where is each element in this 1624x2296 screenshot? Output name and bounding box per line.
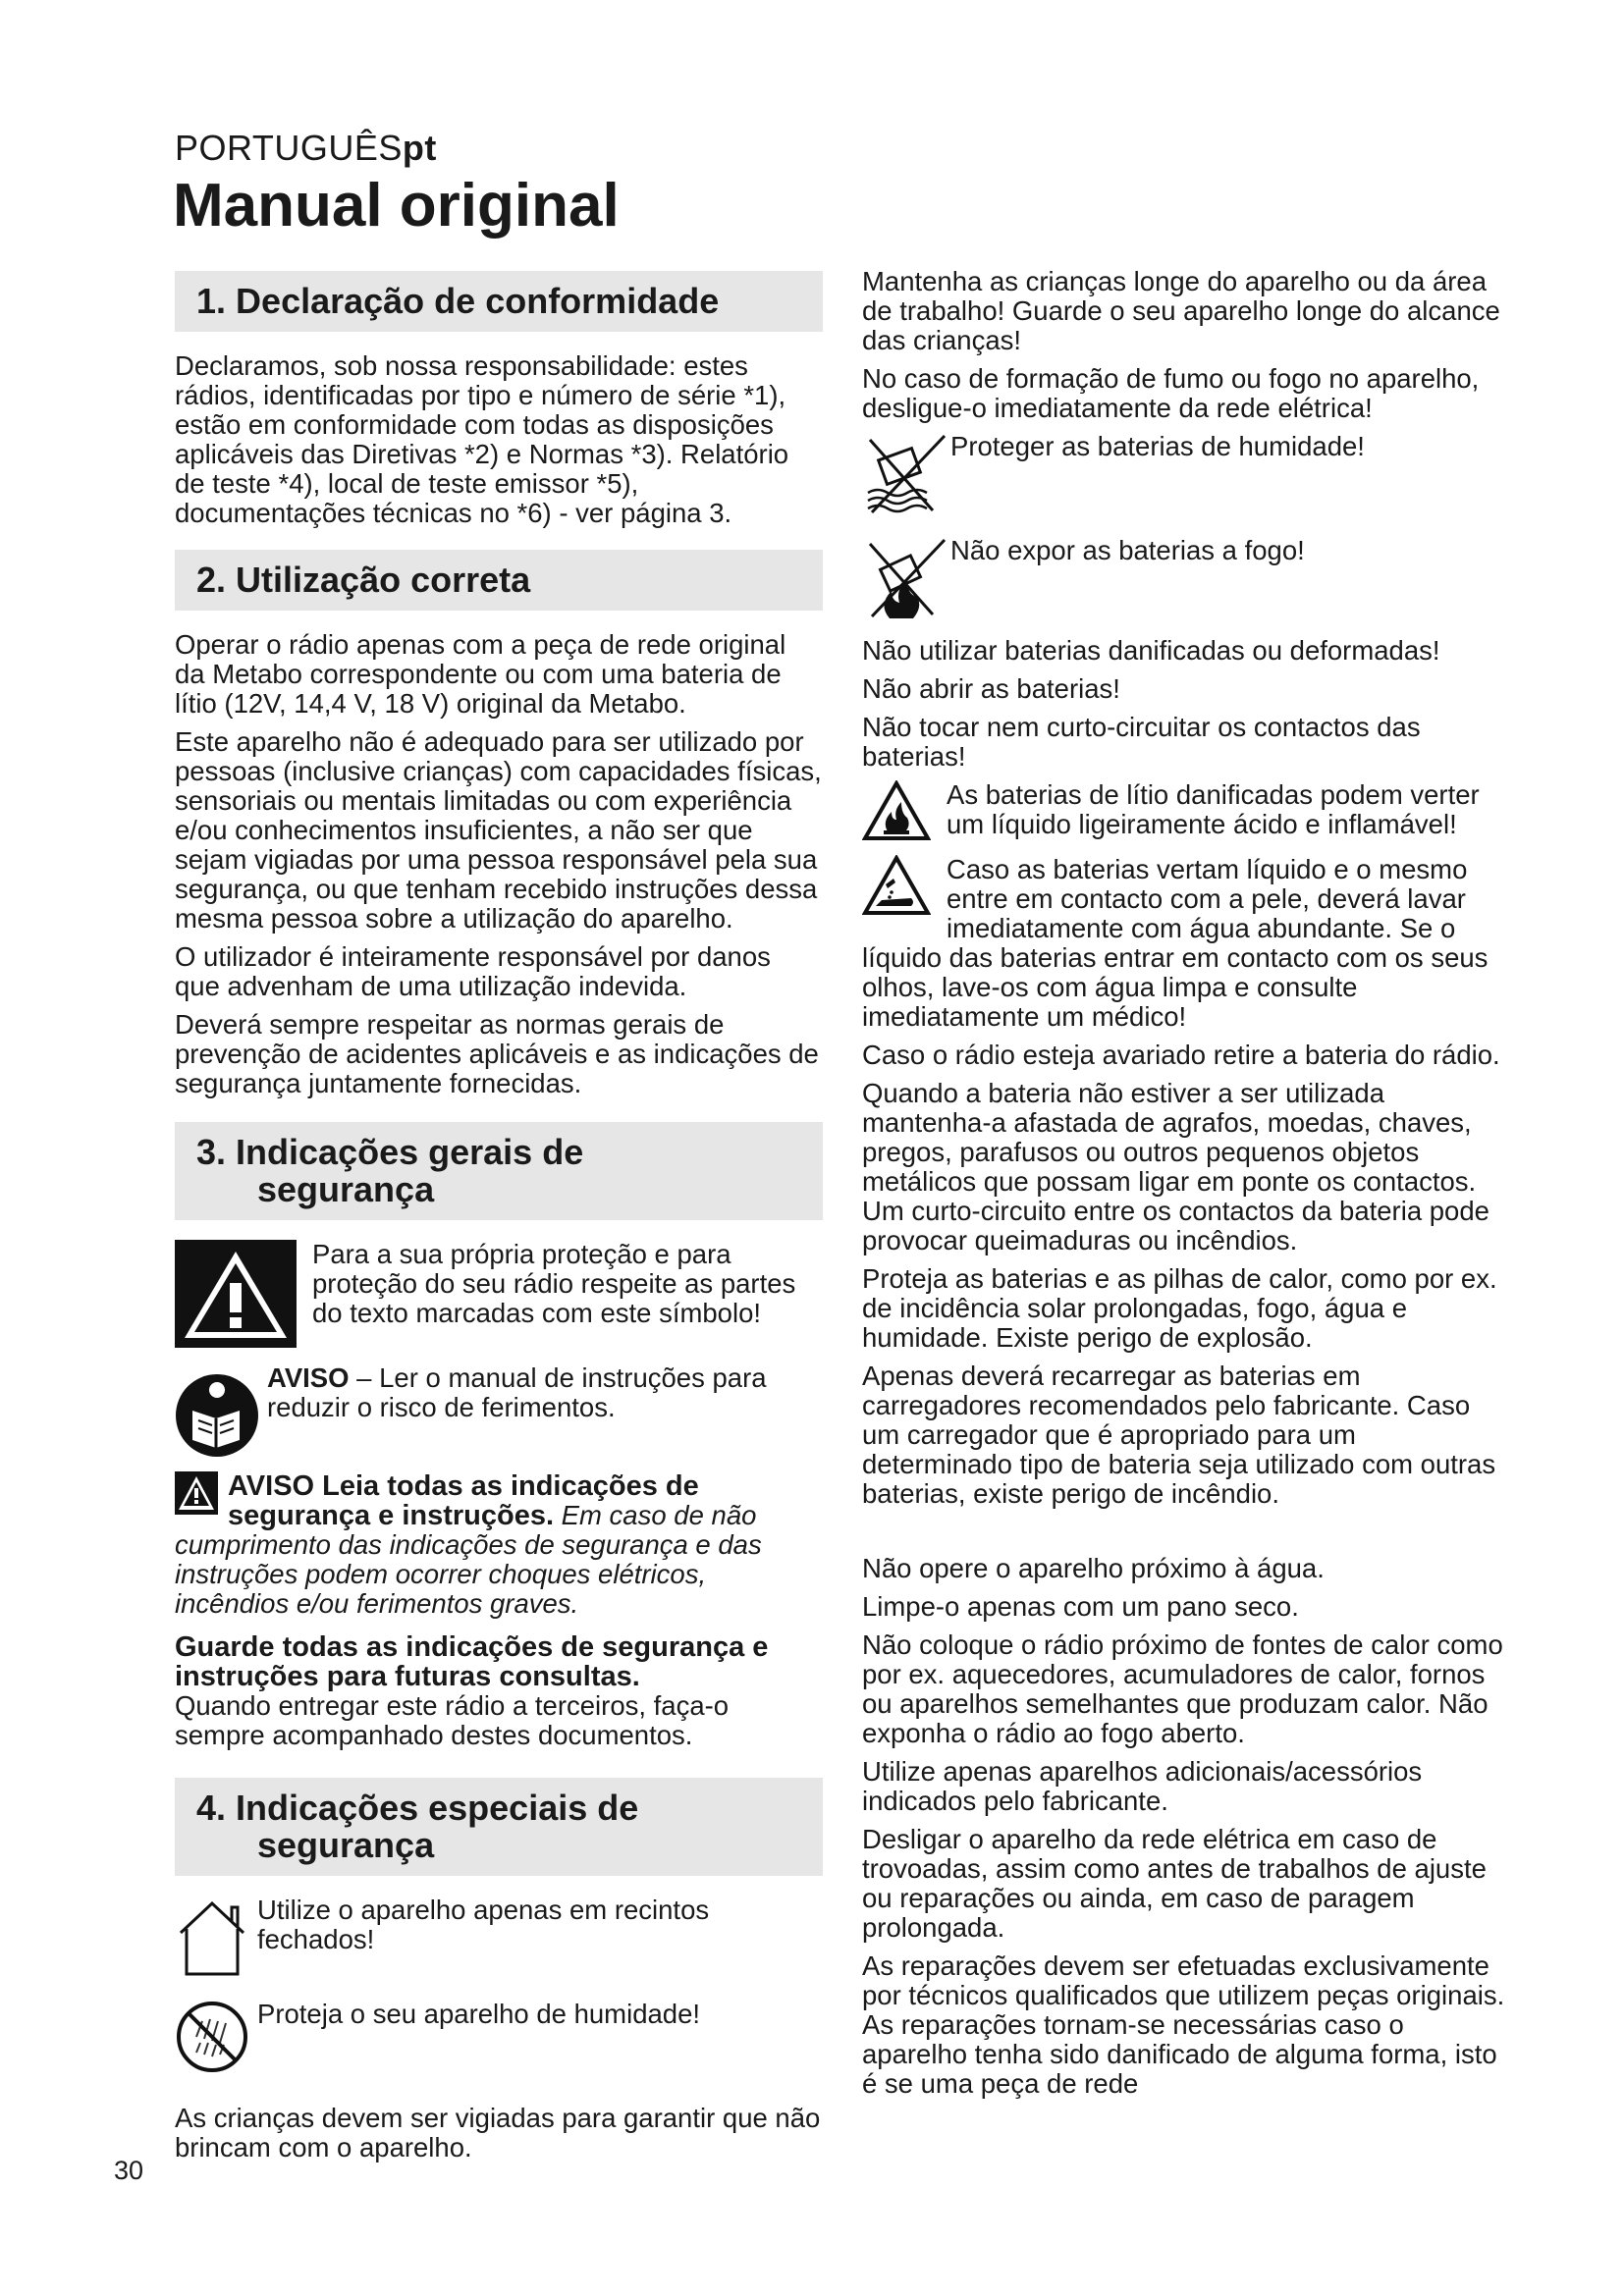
conformity-text: Declaramos, sob nossa responsabilidade: estes rádios, identificadas por tipo e número de série *1), estão em conformidade com todas as disposições aplicáveis das Diretivas *2) e Normas *3). Relatório de teste *4), local de teste emissor *5), documentações técnicas no *6) - ver página 3. [175, 350, 789, 528]
section-title-cont: segurança [257, 1825, 435, 1865]
paragraph: Operar o rádio apenas com a peça de rede original da Metabo correspondente ou com uma bateria de lítio (12V, 14,4 V, 18 V) original da Metabo. [175, 629, 786, 719]
keep-text: Quando entregar este rádio a terceiros, faça-o sempre acompanhado destes documentos. [175, 1690, 730, 1750]
paragraph: Proteja as baterias e as pilhas de calor, como por ex. de incidência solar prolongadas, fogo, água e humidade. Existe perigo de explosão. [862, 1263, 1497, 1353]
indoor-use-row [175, 1896, 823, 1978]
warning-small-icon [175, 1471, 218, 1515]
corrosive-text: Caso as baterias vertam líquido e o mesmo entre em contacto com a pele, deverá lavar imediatamente com água abundante. Se o líquido das baterias entrar em contacto com os seus olhos, lave-os com água limpa e consulte imediatamente um médico! [862, 854, 1489, 1032]
indoor-use-text: Utilize o aparelho apenas em recintos fechados! [257, 1895, 710, 1954]
paragraph: Não tocar nem curto-circuitar os contactos das baterias! [862, 712, 1421, 772]
paragraph: Este aparelho não é adequado para ser utilizado por pessoas (inclusive crianças) com capacidades físicas, sensoriais ou mentais limitadas ou com experiência e/ou conhecimentos insuficientes, a não ser que sejam vigiadas por uma pessoa responsável pela sua segurança, ou que tenham recebido instruções dessa mesma pessoa sobre a utilização do aparelho. [175, 726, 822, 934]
paragraph: No caso de formação de fumo ou fogo no aparelho, desligue-o imediatamente da rede elétrica! [862, 363, 1480, 423]
section-title: Declaração de conformidade [236, 281, 720, 321]
section-number: 2. [196, 560, 227, 600]
warning-symbol-row [175, 1240, 823, 1348]
keep-bold: Guarde todas as indicações de segurança e instruções para futuras consultas. [175, 1631, 769, 1692]
paragraph: Mantenha as crianças longe do aparelho ou da área de trabalho! Guarde o seu aparelho longe do alcance das crianças! [862, 266, 1500, 355]
section-title-cont: segurança [257, 1169, 435, 1209]
no-rain-icon [175, 2000, 249, 2074]
left-column [175, 267, 823, 2171]
aviso-italic: Em caso de não cumprimento das indicações de segurança e das instruções podem ocorrer choques elétricos, incêndios e/ou ferimentos graves. [175, 1500, 762, 1619]
language-name: PORTUGUÊS [175, 128, 403, 168]
section-title: Indicações gerais de [236, 1132, 584, 1172]
battery-humidity-row [862, 432, 1512, 518]
paragraph: Quando a bateria não estiver a ser utilizada mantenha-a afastada de agrafos, moedas, chaves, pregos, parafusos ou outros pequenos objetos metálicos que possam ligar em ponte os contactos. Um curto-circuito entre os contactos da bateria pode provocar queimaduras ou incêndios. [862, 1078, 1489, 1255]
section-4-heading [175, 1778, 823, 1876]
paragraph: Limpe-o apenas com um pano seco. [862, 1591, 1299, 1622]
paragraph: Desligar o aparelho da rede elétrica em caso de trovoadas, assim como antes de trabalhos de ajuste ou reparações ou ainda, em caso de paragem prolongada. [862, 1824, 1487, 1943]
paragraph: Utilize apenas aparelhos adicionais/acessórios indicados pelo fabricante. [862, 1756, 1423, 1816]
battery-humidity-text: Proteger as baterias de humidade! [950, 431, 1365, 461]
aviso-label: AVISO [267, 1362, 350, 1393]
paragraph: Apenas deverá recarregar as baterias em carregadores recomendados pelo fabricante. Caso um carregador que é apropriado para um determinado tipo de bateria seja utilizado com outras baterias, existe perigo de incêndio. [862, 1361, 1496, 1509]
paragraph: As reparações devem ser efetuadas exclusivamente por técnicos qualificados que utilizem peças originais. As reparações tornam-se necessárias caso o aparelho tenha sido danificado de alguma forma, isto é se uma peça de rede [862, 1950, 1505, 2099]
flammable-row [862, 780, 1512, 841]
paragraph: Deverá sempre respeitar as normas gerais de prevenção de acidentes aplicáveis e as indicações de segurança juntamente fornecidas. [175, 1009, 819, 1098]
language-code: pt [402, 128, 437, 168]
section-3-heading [175, 1122, 823, 1220]
aviso-manual-text [267, 1363, 823, 1422]
humidity-text: Proteja o seu aparelho de humidade! [257, 1999, 701, 2029]
section-title: Utilização correta [236, 560, 531, 600]
section-1-heading [175, 271, 823, 332]
house-icon [175, 1896, 249, 1978]
paragraph: O utilizador é inteiramente responsável por danos que advenham de uma utilização indevida. [175, 941, 771, 1001]
battery-fire-row [862, 536, 1512, 622]
children-text: As crianças devem ser vigiadas para garantir que não brincam com o aparelho. [175, 2103, 821, 2163]
warning-triangle-icon [175, 1240, 297, 1348]
section-number: 4. [196, 1788, 227, 1828]
aviso-manual-row [175, 1363, 823, 1458]
aviso-read-all [175, 1471, 823, 1619]
battery-no-water-icon [862, 432, 947, 518]
battery-no-fire-icon [862, 536, 947, 622]
right-column [862, 267, 1512, 2108]
page-number: 30 [114, 2156, 144, 2185]
paragraph: Não coloque o rádio próximo de fontes de calor como por ex. aquecedores, acumuladores de calor, fornos ou aparelhos semelhantes que produzam calor. Não exponha o rádio ao fogo aberto. [862, 1629, 1503, 1748]
corrosive-icon [862, 855, 931, 916]
aviso-bold: AVISO Leia todas as indicações de segurança e instruções. [228, 1470, 699, 1531]
flammable-text: As baterias de lítio danificadas podem verter um líquido ligeiramente ácido e inflamável! [947, 779, 1480, 839]
section-number: 1. [196, 281, 227, 321]
language-header [175, 128, 437, 169]
warning-symbol-text: Para a sua própria proteção e para proteção do seu rádio respeite as partes do texto marcadas com este símbolo! [312, 1239, 796, 1328]
read-manual-icon [175, 1373, 259, 1458]
flammable-icon [862, 780, 931, 841]
paragraph: Não opere o aparelho próximo à água. [862, 1553, 1325, 1583]
page-title: Manual original [173, 172, 620, 240]
corrosive-paragraph [862, 855, 1512, 1032]
section-title: Indicações especiais de [236, 1788, 639, 1828]
humidity-row [175, 2000, 823, 2074]
paragraph: Não utilizar baterias danificadas ou deformadas! [862, 635, 1440, 666]
aviso-text: – Ler o manual de instruções para reduzir o risco de ferimentos. [267, 1362, 767, 1422]
keep-instructions [175, 1632, 823, 1750]
section-number: 3. [196, 1132, 227, 1172]
paragraph: Não abrir as baterias! [862, 673, 1120, 704]
paragraph: Caso o rádio esteja avariado retire a bateria do rádio. [862, 1040, 1500, 1070]
section-2-heading [175, 550, 823, 611]
battery-fire-text: Não expor as baterias a fogo! [950, 535, 1305, 565]
